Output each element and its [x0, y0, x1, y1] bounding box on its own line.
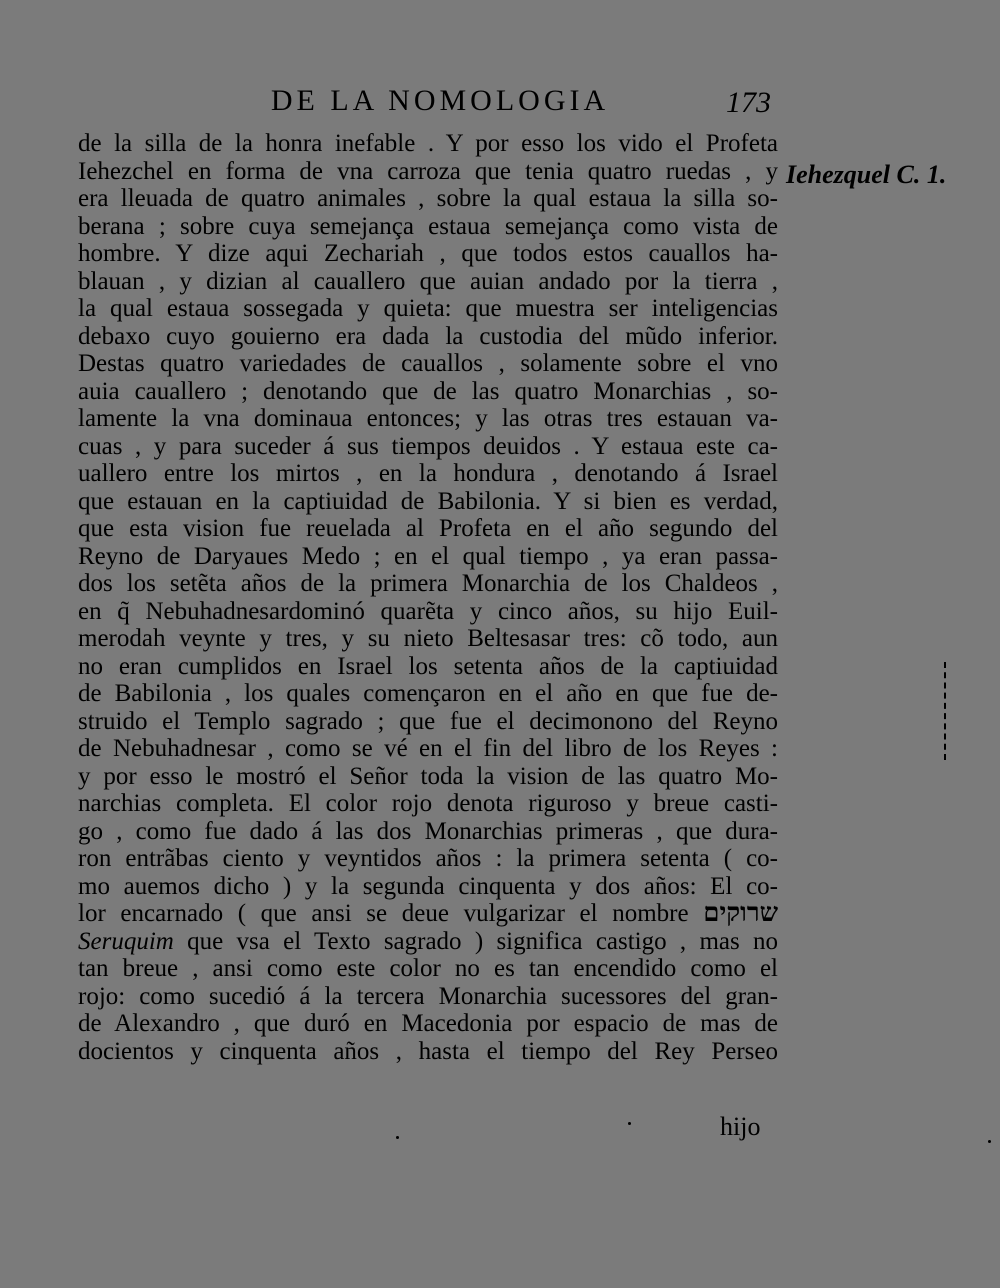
text-line: cuas , y para suceder á sus tiempos deuidos . Y estaua este ca- [78, 432, 778, 460]
text-line: docientos y cinquenta años , hasta el tiempo del Rey Perseo [78, 1037, 778, 1065]
text-line: que estauan en la captiuidad de Babilonia. Y si bien es verdad, [78, 487, 778, 515]
page-number: 173 [726, 86, 771, 119]
text-fragment: lor encarnado ( que ansi se deue vulgarizar el nombre [78, 900, 689, 927]
text-line: no eran cumplidos en Israel los setenta años de la captiuidad [78, 652, 778, 680]
text-line: narchias completa. El color rojo denota riguroso y breue casti- [78, 790, 778, 817]
text-line: de Alexandro , que duró en Macedonia por espacio de mas de [78, 1010, 778, 1037]
text-line: que esta vision fue reuelada al Profeta en el año segundo del [78, 515, 778, 542]
text-line: merodah veynte y tres, y su nieto Beltesasar tres: cõ todo, aun [78, 625, 778, 652]
text-line: blauan , y dizian al cauallero que auian andado por la tierra , [78, 267, 778, 295]
text-line: era lleuada de quatro animales , sobre la qual estaua la silla so- [78, 185, 778, 212]
text-line: dos los setẽta años de la primera Monarchia de los Chaldeos , [78, 570, 778, 597]
text-line: y por esso le mostró el Señor toda la vision de las quatro Mo- [78, 762, 778, 790]
text-line: ron entrãbas ciento y veyntidos años : la primera setenta ( co- [78, 845, 778, 872]
margin-note: Iehezquel C. 1. [786, 160, 947, 189]
text-line: struido el Templo sagrado ; que fue el decimonono del Reyno [78, 707, 778, 735]
text-line: de Babilonia , los quales començaron en el año en que fue de- [78, 680, 778, 707]
text-line: Destas quatro variedades de cauallos , solamente sobre el vno [78, 350, 778, 377]
text-line: de la silla de la honra inefable . Y por esso los vido el Profeta [78, 130, 778, 157]
text-line: auia cauallero ; denotando que de las quatro Monarchias , so- [78, 377, 778, 405]
text-line: berana ; sobre cuya semejança estaua semejança como vista de [78, 212, 778, 240]
text-line: la qual estaua sossegada y quieta: que muestra ser inteligencias [78, 295, 778, 322]
text-line: Iehezchel en forma de vna carroza que tenia quatro ruedas , y [78, 157, 778, 185]
speck [988, 1140, 991, 1143]
text-line: uallero entre los mirtos , en la hondura , denotando á Israel [78, 460, 778, 487]
text-line: go , como fue dado á las dos Monarchias primeras , que dura- [78, 817, 778, 845]
text-line: tan breue , ansi como este color no es tan encendido como el [78, 955, 778, 982]
text-line: Reyno de Daryaues Medo ; en el qual tiempo , ya eran passa- [78, 542, 778, 570]
hebrew-word: שרוקים [703, 898, 779, 928]
text-line-with-hebrew [78, 900, 778, 928]
text-line: de Nebuhadnesar , como se vé en el fin del libro de los Reyes : [78, 735, 778, 762]
text-line: lamente la vna dominaua entonces; y las otras tres estauan va- [78, 405, 778, 432]
text-line: debaxo cuyo gouierno era dada la custodia del mũdo inferior. [78, 322, 778, 350]
text-line: rojo: como sucedió á la tercera Monarchia sucessores del gran- [78, 982, 778, 1010]
italic-word: Seruquim [78, 927, 174, 955]
catchword: hijo [720, 1112, 761, 1141]
running-title: DE LA NOMOLOGIA [270, 84, 610, 117]
speck [628, 1122, 631, 1125]
body-text [78, 130, 778, 1065]
text-line: mo auemos dicho ) y la segunda cinquenta y dos años: El co- [78, 872, 778, 900]
text-line: hombre. Y dize aqui Zechariah , que todos estos cauallos ha- [78, 240, 778, 267]
text-line-with-italic [78, 928, 778, 956]
text-line: en q̃ Nebuhadnesardominó quarẽta y cinco años, su hijo Euil- [78, 597, 778, 625]
text-fragment: que vsa el Texto sagrado ) significa castigo , mas no [187, 927, 778, 955]
speck [396, 1136, 399, 1139]
margin-rule [944, 662, 948, 760]
